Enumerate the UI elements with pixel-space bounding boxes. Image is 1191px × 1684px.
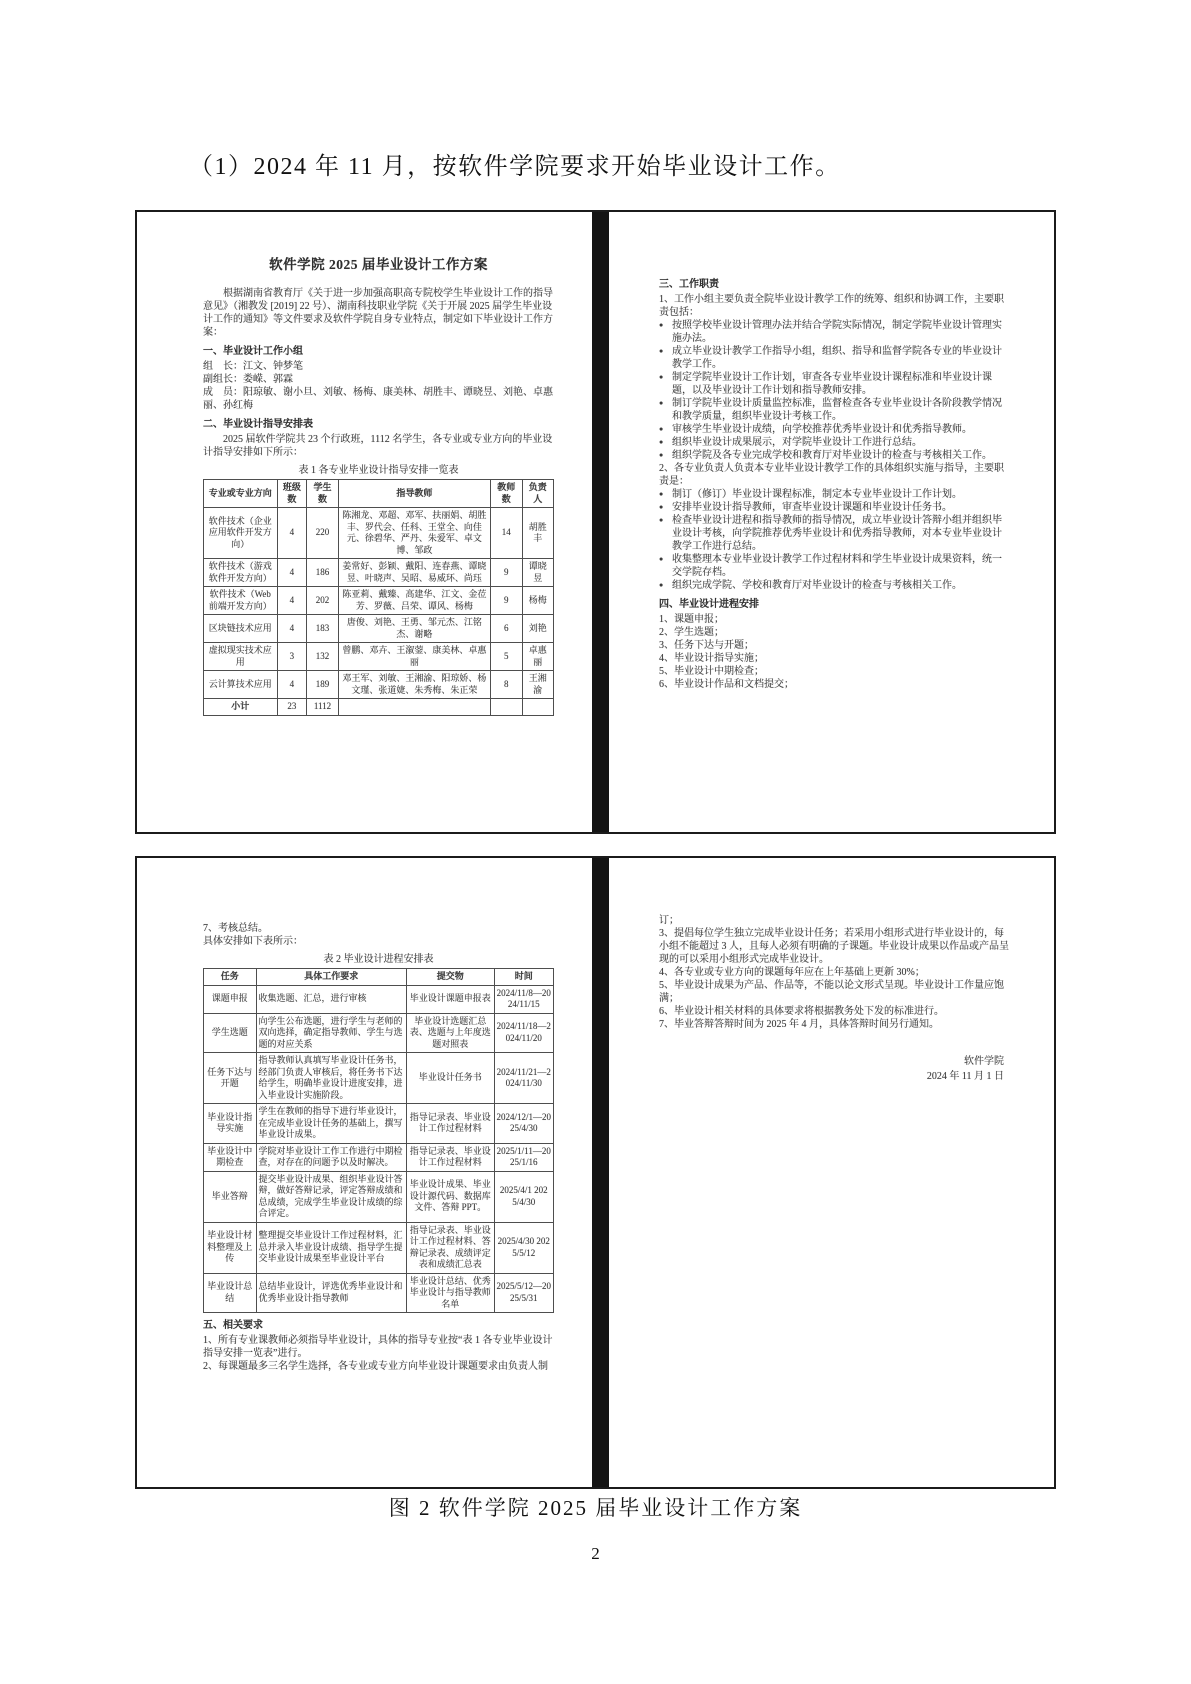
scan-page-2-right: [609, 858, 1054, 1487]
table-cell: 毕业设计选题汇总表、选题与上年度选题对照表: [407, 1013, 495, 1053]
table-cell: 毕业设计总结: [204, 1273, 257, 1313]
table-row: [204, 671, 554, 699]
table-cell: 唐俊、刘艳、王勇、邹元杰、江铭杰、谢略: [338, 615, 490, 643]
section-heading: 四、毕业设计进程安排: [659, 599, 759, 610]
table-row: [204, 508, 554, 559]
table-cell: 8: [491, 671, 523, 699]
numbered-item: 3、任务下达与开题；: [659, 640, 754, 651]
bullet-item: ● 检查毕业设计进程和指导教师的指导情况，成立毕业设计答辩小组并组织毕业设计考核，向学院推荐优秀毕业设计和优秀指导教师，对本专业毕业设计教学工作进行总结。: [659, 514, 1010, 553]
table-cell: 2025/4/30 2025/5/12: [494, 1222, 554, 1273]
bullet-item: ● 组织学院及各专业完成学校和教育厅对毕业设计的检查与考核相关工作。: [659, 449, 1010, 462]
table-caption: 表 1 各专业毕业设计指导安排一览表: [298, 465, 459, 476]
table-row: [204, 1143, 554, 1171]
table-cell: 2024/11/8—2024/11/15: [494, 985, 554, 1013]
bullet-item: ● 制订学院毕业设计质量监控标准，监督检查各专业毕业设计各阶段教学情况和教学质量，组织毕业设计考核工作。: [659, 397, 1010, 423]
table-row: [204, 1053, 554, 1104]
scan-gutter-bar: [592, 858, 609, 1487]
table-header-cell: 负责人: [522, 480, 554, 508]
table-cell: 毕业设计课题申报表: [407, 985, 495, 1013]
table-cell: 收集选题、汇总，进行审核: [256, 985, 407, 1013]
table-cell: 指导记录表、毕业设计工作过程材料: [407, 1143, 495, 1171]
table-cell: 小计: [204, 699, 278, 716]
table-cell: 186: [307, 559, 339, 587]
numbered-item: 3、提倡每位学生独立完成毕业设计任务；若采用小组形式进行毕业设计的，每小组不能超过 3 人，且每人必须有明确的子课题。毕业设计成果以作品或产品呈现的可以采用小组形式完成毕业设计。: [659, 928, 1009, 965]
table-cell: 刘艳: [522, 615, 554, 643]
numbered-item: 2、学生选题；: [659, 627, 724, 638]
table-cell: 毕业设计指导实施: [204, 1104, 257, 1144]
table-cell: 陈湘龙、邓超、邓军、扶丽娟、胡胜丰、罗代会、任科、王堂全、向佳元、徐碧华、严丹、朱爱军、卓文博、邹政: [338, 508, 490, 559]
table-cell: 任务下达与开题: [204, 1053, 257, 1104]
table-cell: 曾鹏、邓卉、王溆蓥、康美林、卓惠丽: [338, 643, 490, 671]
table-cell: 毕业设计中期检查: [204, 1143, 257, 1171]
section-heading: 一、毕业设计工作小组: [203, 346, 303, 357]
table-cell: 毕业设计材料整理及上传: [204, 1222, 257, 1273]
table-row: [204, 587, 554, 615]
table-cell: 学生在教师的指导下进行毕业设计，在完成毕业设计任务的基础上，撰写毕业设计成果。: [256, 1104, 407, 1144]
bullet-item: ● 制订（修订）毕业设计课程标准，制定本专业毕业设计工作计划。: [659, 488, 1010, 501]
table-cell: 杨梅: [522, 587, 554, 615]
table-cell: 4: [277, 671, 307, 699]
table-cell: 学院对毕业设计工作工作进行中期检查，对存在的问题予以及时解决。: [256, 1143, 407, 1171]
table-cell: 4: [277, 508, 307, 559]
bullet-item: ● 按照学校毕业设计管理办法并结合学院实际情况，制定学院毕业设计管理实施办法。: [659, 319, 1010, 345]
numbered-item: 6、毕业设计相关材料的具体要求将根据教务处下发的标准进行。: [659, 1006, 944, 1017]
scan-page-1-right: [609, 212, 1054, 832]
table-cell: 邓王军、刘敏、王湘渝、阳琼娇、杨文瑾、张道婕、朱秀梅、朱正荣: [338, 671, 490, 699]
table-cell: 总结毕业设计，评选优秀毕业设计和优秀毕业设计指导教师: [256, 1273, 407, 1313]
numbered-item: 7、毕业答辩答辩时间为 2025 年 4 月，具体答辩时间另行通知。: [659, 1019, 939, 1030]
table-cell: 王湘渝: [522, 671, 554, 699]
table-header-cell: 提交物: [407, 969, 495, 986]
table-cell: 183: [307, 615, 339, 643]
table-cell: [491, 699, 523, 716]
scan-paragraph: 订；: [659, 915, 679, 926]
table-cell: 指导教师认真填写毕业设计任务书，经部门负责人审核后，将任务书下达给学生，明确毕业设计进度安排，进入毕业设计实施阶段。: [256, 1053, 407, 1104]
scan-paragraph: 7、考核总结。: [203, 923, 268, 934]
table-cell: 9: [491, 587, 523, 615]
table-row: [204, 615, 554, 643]
scan-line: 副组长：娄嵘、郭霖: [203, 374, 293, 385]
table-row: [204, 643, 554, 671]
scan-line: 组 长：江文、钟梦笔: [203, 361, 303, 372]
scan-paragraph: 1、工作小组主要负责全院毕业设计教学工作的统筹、组织和协调工作，主要职责包括：: [659, 294, 1004, 318]
table-2: [203, 968, 554, 1313]
table-row: [204, 559, 554, 587]
scan-paragraph: 2、各专业负责人负责本专业毕业设计教学工作的具体组织实施与指导，主要职责是：: [659, 463, 1004, 487]
section-heading: 二、毕业设计指导安排表: [203, 419, 313, 430]
figure-scan-1: [135, 210, 1056, 834]
table-cell: 卓惠丽: [522, 643, 554, 671]
table-header-row: [204, 969, 554, 986]
table-row-subtotal: [204, 699, 554, 716]
scan-paragraph: 具体安排如下表所示：: [203, 936, 303, 947]
table-cell: [338, 699, 490, 716]
signature-org: 软件学院: [964, 1056, 1004, 1067]
scan-doc-title: 软件学院 2025 届毕业设计工作方案: [269, 257, 488, 272]
scan-page-2-left: [137, 858, 592, 1487]
table-cell: 2025/5/12—2025/5/31: [494, 1273, 554, 1313]
table-header-cell: 班级数: [277, 480, 307, 508]
table-header-cell: 学生数: [307, 480, 339, 508]
scan-page-1-left: [137, 212, 592, 832]
body-paragraph: （1）2024 年 11 月，按软件学院要求开始毕业设计工作。: [189, 154, 841, 180]
bullet-item: ● 制定学院毕业设计工作计划，审查各专业毕业设计课程标准和毕业设计课题，以及毕业设计工作计划和指导教师安排。: [659, 371, 1010, 397]
table-cell: [522, 699, 554, 716]
table-cell: 202: [307, 587, 339, 615]
table-cell: 软件技术（企业应用软件开发方向）: [204, 508, 278, 559]
scan-paragraph: 2025 届软件学院共 23 个行政班，1112 名学生，各专业或专业方向的毕业设计指导安排如下所示：: [203, 434, 553, 458]
table-row: [204, 985, 554, 1013]
table-cell: 姜常好、彭颖、戴阳、连春燕、谭晓昱、叶晓声、吴昭、易威环、尚珏: [338, 559, 490, 587]
table-cell: 云计算技术应用: [204, 671, 278, 699]
table-cell: 区块链技术应用: [204, 615, 278, 643]
table-cell: 2025/1/11—2025/1/16: [494, 1143, 554, 1171]
table-header-cell: 专业或专业方向: [204, 480, 278, 508]
table-row: [204, 1222, 554, 1273]
table-cell: 指导记录表、毕业设计工作过程材料、答辩记录表、成绩评定表和成绩汇总表: [407, 1222, 495, 1273]
table-row: [204, 1104, 554, 1144]
table-cell: 9: [491, 559, 523, 587]
table-caption: 表 2 毕业设计进程安排表: [323, 954, 434, 965]
table-header-cell: 时间: [494, 969, 554, 986]
table-cell: 向学生公布选题，进行学生与老师的双向选择，确定指导教师、学生与选题的对应关系: [256, 1013, 407, 1053]
table-cell: 6: [491, 615, 523, 643]
table-cell: 软件技术（游戏软件开发方向）: [204, 559, 278, 587]
page-number: 2: [591, 1544, 600, 1563]
scan-gutter-bar: [592, 212, 609, 832]
table-cell: 虚拟现实技术应用: [204, 643, 278, 671]
bullet-list: [659, 488, 1010, 592]
table-cell: 2024/12/1—2025/4/30: [494, 1104, 554, 1144]
table-1: [203, 479, 554, 716]
bullet-item: ● 收集整理本专业毕业设计教学工作过程材料和学生毕业设计成果资料，统一交学院存档。: [659, 553, 1010, 579]
bullet-item: ● 组织毕业设计成果展示，对学院毕业设计工作进行总结。: [659, 436, 1010, 449]
table-cell: 课题申报: [204, 985, 257, 1013]
numbered-item: 5、毕业设计成果为产品、作品等，不能以论文形式呈现。毕业设计工作量应饱满；: [659, 980, 1004, 1004]
table-row: [204, 1273, 554, 1313]
table-row: [204, 1171, 554, 1222]
bullet-item: ● 组织完成学院、学校和教育厅对毕业设计的检查与考核相关工作。: [659, 579, 1010, 592]
table-cell: 陈亚莉、戴臻、高建华、江文、金莅芳、罗薇、吕荣、谭风、杨梅: [338, 587, 490, 615]
table-cell: 软件技术（Web 前端开发方向）: [204, 587, 278, 615]
table-cell: 5: [491, 643, 523, 671]
table-cell: 14: [491, 508, 523, 559]
section-heading: 五、相关要求: [203, 1320, 263, 1331]
numbered-item: 4、各专业或专业方向的课题每年应在上年基础上更新 30%；: [659, 967, 925, 978]
table-cell: 4: [277, 615, 307, 643]
table-header-cell: 指导教师: [338, 480, 490, 508]
table-cell: 132: [307, 643, 339, 671]
table-cell: 胡胜丰: [522, 508, 554, 559]
table-header-cell: 教师数: [491, 480, 523, 508]
section-heading: 三、工作职责: [659, 279, 719, 290]
scan-paragraph: 1、所有专业课教师必须指导毕业设计，具体的指导专业按“表 1 各专业毕业设计指导安排一览表”进行。: [203, 1335, 553, 1359]
table-cell: 3: [277, 643, 307, 671]
table-cell: 2024/11/18—2024/11/20: [494, 1013, 554, 1053]
table-cell: 毕业设计任务书: [407, 1053, 495, 1104]
table-cell: 毕业设计总结、优秀毕业设计与指导教师名单: [407, 1273, 495, 1313]
numbered-item: 5、毕业设计中期检查；: [659, 666, 764, 677]
figure-caption: 图 2 软件学院 2025 届毕业设计工作方案: [388, 1496, 803, 1520]
signature-date: 2024 年 11 月 1 日: [926, 1071, 1004, 1082]
bullet-list: [659, 319, 1010, 462]
table-cell: 指导记录表、毕业设计工作过程材料: [407, 1104, 495, 1144]
table-cell: 整理提交毕业设计工作过程材料，汇总并录入毕业设计成绩、指导学生提交毕业设计成果至毕业设计平台: [256, 1222, 407, 1273]
scan-paragraph: 根据湖南省教育厅《关于进一步加强高职高专院校学生毕业设计工作的指导意见》（湘教发 [2019] 22 号）、湖南科技职业学院《关于开展 2025 届学生毕业设计工作的通知》等文件要求及软件学院自身专业特点，制定如下毕业设计工作方案：: [203, 288, 553, 338]
bullet-item: ● 安排毕业设计指导教师，审查毕业设计课题和毕业设计任务书。: [659, 501, 1010, 514]
table-cell: 提交毕业设计成果、组织毕业设计答辩，做好答辩记录，评定答辩成绩和总成绩，完成学生毕业设计成绩的综合评定。: [256, 1171, 407, 1222]
scan-line: 成 员：阳琼敏、谢小旦、刘敏、杨梅、康美林、胡胜丰、谭晓昱、刘艳、卓惠丽、孙红梅: [203, 387, 553, 411]
table-cell: 毕业答辩: [204, 1171, 257, 1222]
table-header-cell: 具体工作要求: [256, 969, 407, 986]
table-cell: 毕业设计成果、毕业设计源代码、数据库文件、答辩 PPT。: [407, 1171, 495, 1222]
table-cell: 2025/4/1 2025/4/30: [494, 1171, 554, 1222]
numbered-item: 6、毕业设计作品和文档提交；: [659, 679, 794, 690]
figure-scan-2: [135, 856, 1056, 1489]
table-header-row: [204, 480, 554, 508]
table-cell: 2024/11/21—2024/11/30: [494, 1053, 554, 1104]
numbered-item: 1、课题申报；: [659, 614, 724, 625]
bullet-item: ● 审核学生毕业设计成绩，向学校推荐优秀毕业设计和优秀指导教师。: [659, 423, 1010, 436]
table-cell: 谭晓昱: [522, 559, 554, 587]
table-cell: 学生选题: [204, 1013, 257, 1053]
table-cell: 220: [307, 508, 339, 559]
table-cell: 23: [277, 699, 307, 716]
table-header-cell: 任务: [204, 969, 257, 986]
scan-paragraph: 2、每课题最多三名学生选择，各专业或专业方向毕业设计课题要求由负责人制: [203, 1361, 548, 1372]
numbered-item: 4、毕业设计指导实施；: [659, 653, 764, 664]
table-cell: 4: [277, 587, 307, 615]
table-cell: 189: [307, 671, 339, 699]
bullet-item: ● 成立毕业设计教学工作指导小组，组织、指导和监督学院各专业的毕业设计教学工作。: [659, 345, 1010, 371]
table-row: [204, 1013, 554, 1053]
table-cell: 1112: [307, 699, 339, 716]
table-cell: 4: [277, 559, 307, 587]
